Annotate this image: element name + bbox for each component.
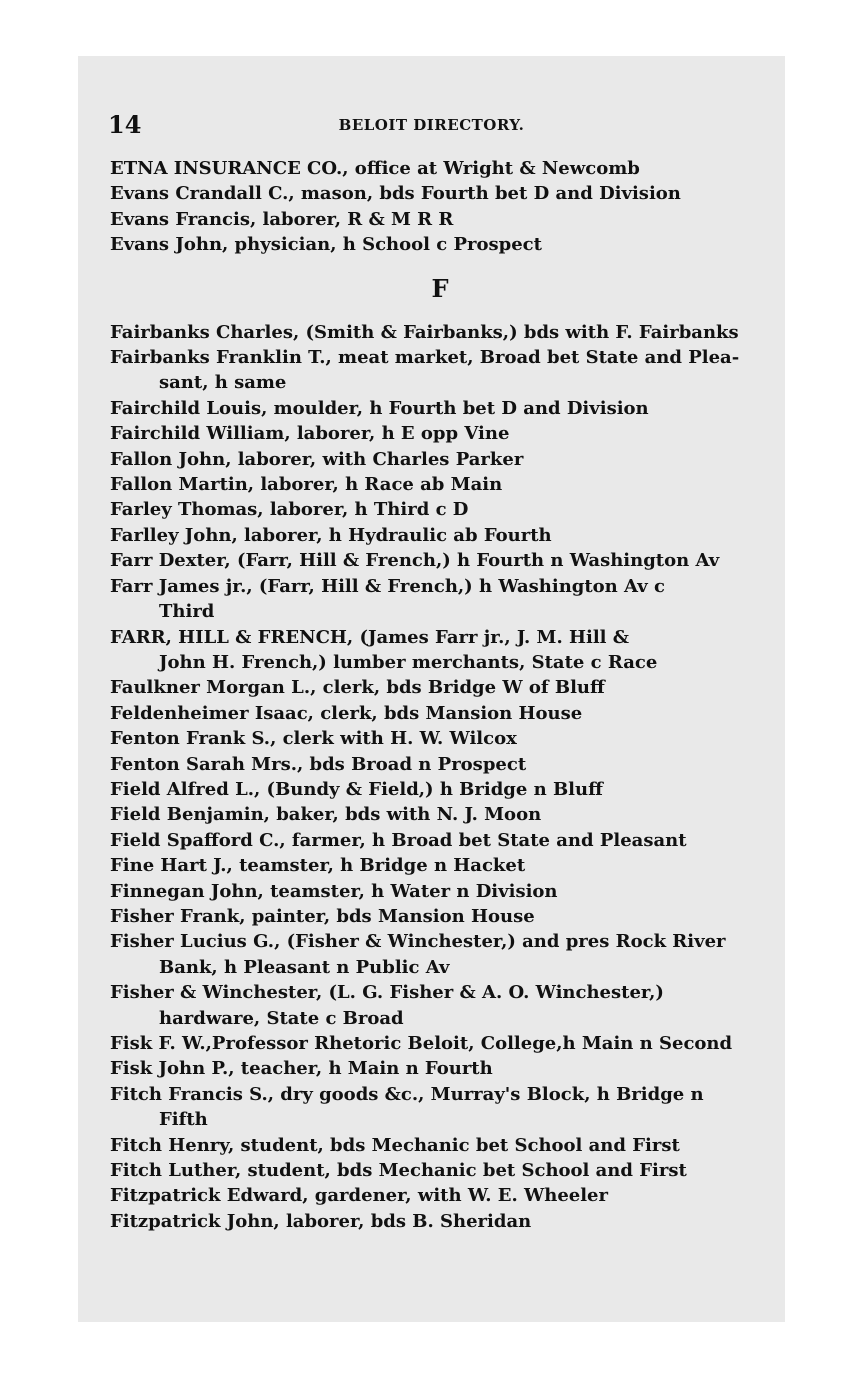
directory-entry: Fitzpatrick Edward, gardener, with W. E. Wheeler [110, 1185, 608, 1207]
directory-entry: Faulkner Morgan L., clerk, bds Bridge W of Bluff [110, 677, 605, 699]
directory-entry: Fitch Francis S., dry goods &c., Murray's Block, h Bridge n [110, 1083, 704, 1105]
directory-entry: Feldenheimer Isaac, clerk, bds Mansion House [110, 702, 583, 724]
directory-entry: ETNA INSURANCE CO., office at Wright & Newcomb [110, 158, 640, 179]
directory-entry: Fitch Luther, student, bds Mechanic bet School and First [110, 1160, 687, 1182]
directory-page [78, 56, 785, 1322]
directory-entry-continuation: hardware, State c Broad [159, 1007, 404, 1029]
directory-entry-continuation: Bank, h Pleasant n Public Av [159, 956, 450, 978]
directory-entry: Farlley John, laborer, h Hydraulic ab Fourth [110, 524, 552, 546]
directory-entry-continuation: Third [159, 601, 215, 623]
directory-entry: FARR, HILL & FRENCH, (James Farr jr., J. M. Hill & [110, 626, 630, 648]
directory-entry-continuation: Fifth [159, 1109, 208, 1131]
directory-entry: Fisher & Winchester, (L. G. Fisher & A. O. Winchester,) [110, 982, 664, 1004]
directory-entry: Fitzpatrick John, laborer, bds B. Sheridan [110, 1210, 532, 1232]
entries-after-section [110, 320, 770, 1235]
directory-entry: Field Spafford C., farmer, h Broad bet State and Pleasant [110, 829, 687, 851]
directory-entry: Farley Thomas, laborer, h Third c D [110, 499, 469, 521]
running-title: BELOIT DIRECTORY. [338, 116, 525, 134]
page-number: 14 [108, 110, 142, 139]
directory-entry: Evans Francis, laborer, R & M R R [110, 208, 454, 230]
page-header [108, 110, 755, 140]
directory-entry: Fine Hart J., teamster, h Bridge n Hacket [110, 855, 526, 877]
directory-entry: Fairchild Louis, moulder, h Fourth bet D and Division [110, 397, 649, 419]
directory-entry: Fisher Frank, painter, bds Mansion House [110, 905, 535, 927]
directory-entry: Finnegan John, teamster, h Water n Division [110, 880, 558, 902]
directory-entry-continuation: sant, h same [159, 372, 287, 394]
entries-before-section [110, 156, 770, 258]
directory-entry: Evans John, physician, h School c Prospect [110, 234, 542, 256]
directory-entry: Farr Dexter, (Farr, Hill & French,) h Fourth n Washington Av [110, 550, 720, 572]
directory-entry: Fenton Sarah Mrs., bds Broad n Prospect [110, 753, 527, 775]
directory-entry: Fenton Frank S., clerk with H. W. Wilcox [110, 728, 517, 750]
directory-entry: Fairchild William, laborer, h E opp Vine [110, 423, 510, 445]
directory-entry: Fitch Henry, student, bds Mechanic bet School and First [110, 1134, 680, 1156]
section-letter: F [431, 273, 449, 303]
directory-entry: Fairbanks Franklin T., meat market, Broad bet State and Plea- [110, 347, 740, 369]
directory-entry-continuation: John H. French,) lumber merchants, State c Race [159, 651, 658, 673]
directory-entry: Field Alfred L., (Bundy & Field,) h Bridge n Bluff [110, 778, 603, 800]
directory-entry: Fairbanks Charles, (Smith & Fairbanks,) bds with F. Fairbanks [110, 321, 739, 343]
directory-entries [110, 156, 770, 1234]
directory-entry: Fisher Lucius G., (Fisher & Winchester,) and pres Rock River [110, 931, 726, 953]
directory-entry: Fisk F. W.,Professor Rhetoric Beloit, College,h Main n Second [110, 1033, 733, 1054]
directory-entry: Fisk John P., teacher, h Main n Fourth [110, 1058, 493, 1080]
directory-entry: Farr James jr., (Farr, Hill & French,) h Washington Av c [110, 575, 665, 597]
directory-entry: Field Benjamin, baker, bds with N. J. Moon [110, 804, 542, 826]
directory-entry: Evans Crandall C., mason, bds Fourth bet D and Division [110, 183, 681, 205]
directory-entry: Fallon John, laborer, with Charles Parker [110, 448, 524, 470]
directory-entry: Fallon Martin, laborer, h Race ab Main [110, 474, 503, 496]
